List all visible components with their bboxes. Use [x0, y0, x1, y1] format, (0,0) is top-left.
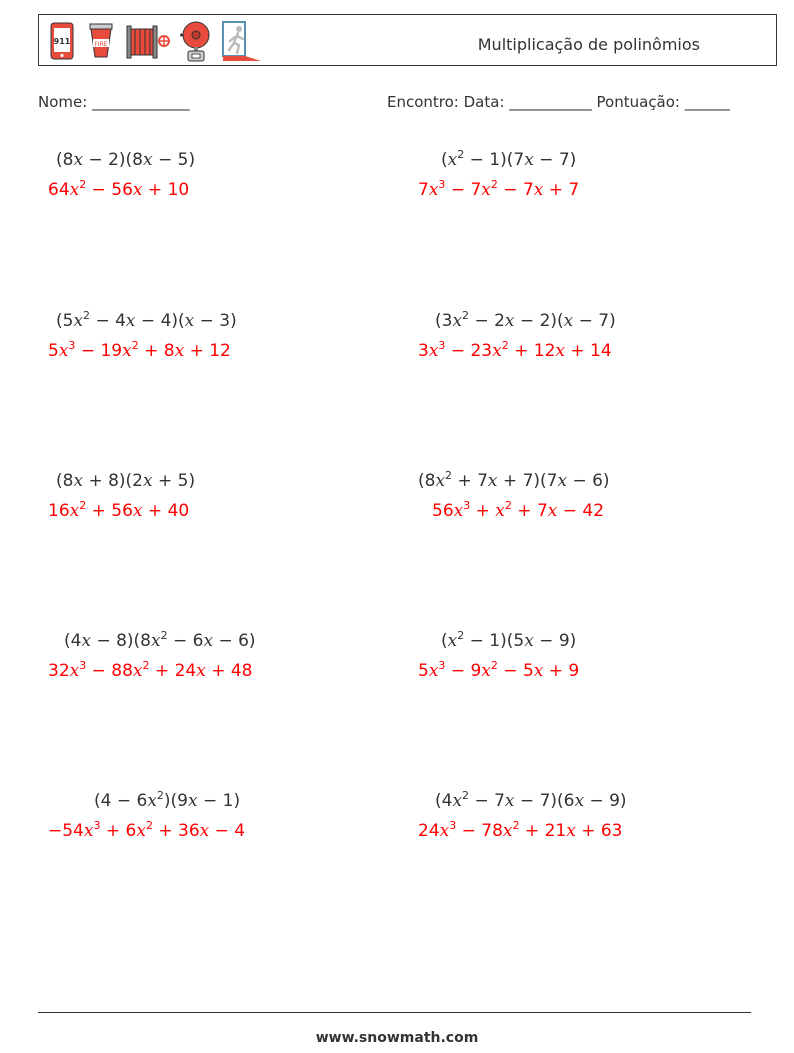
problem-answer: $64x^2 - 56x + 10$: [48, 178, 190, 200]
problem-answer: $5x^3 - 19x^2 + 8x + 12$: [48, 339, 231, 361]
problem-answer: $5x^3 - 9x^2 - 5x + 9$: [418, 659, 580, 681]
problem-expression: $(4x - 8)(8x^2 - 6x - 6)$: [64, 629, 256, 651]
problem-expression: $(4 - 6x^2)(9x - 1)$: [94, 789, 241, 811]
problem-answer: $-54x^3 + 6x^2 + 36x - 4$: [48, 819, 246, 841]
bucket-label: FIRE: [94, 41, 108, 48]
problem-answer: $32x^3 - 88x^2 + 24x + 48$: [48, 659, 253, 681]
emergency-exit-icon: [221, 20, 265, 62]
phone-label: 911: [53, 37, 71, 46]
problem-expression: (8x − 2)(8x − 5): [56, 150, 196, 170]
problem-expression: $(8x^2 + 7x + 7)(7x - 6)$: [418, 469, 610, 491]
problem-answer: $24x^3 - 78x^2 + 21x + 63$: [418, 819, 623, 841]
fire-alarm-bell-icon: [179, 20, 213, 62]
footer-divider: [38, 1012, 751, 1013]
problem-answer: $16x^2 + 56x + 40$: [48, 499, 190, 521]
problem-expression: $(x^2 - 1)(5x - 9)$: [441, 629, 577, 651]
worksheet-header: [38, 14, 777, 66]
problem-expression: $(3x^2 - 2x - 2)(x - 7)$: [435, 309, 616, 331]
fire-hose-reel-icon: [125, 21, 171, 61]
footer-url: www.snowmath.com: [315, 1030, 479, 1046]
problem-expression: $(x^2 - 1)(7x - 7)$: [441, 148, 577, 170]
problem-answer: $56x^3 + x^2 + 7x - 42$: [432, 499, 605, 521]
fire-bucket-icon: [85, 21, 117, 61]
problem-expression: $(4x^2 - 7x - 7)(6x - 9)$: [435, 789, 627, 811]
name-field: Nome: _____________: [38, 93, 190, 111]
date-score-field: Encontro: Data: ___________ Pontuação: ______: [387, 93, 730, 111]
problem-answer: $7x^3 - 7x^2 - 7x + 7$: [418, 178, 580, 200]
problem-answer: $3x^3 - 23x^2 + 12x + 14$: [418, 339, 612, 361]
header-icons: [47, 20, 265, 62]
problem-expression: (8x + 8)(2x + 5): [56, 471, 196, 491]
phone-911-icon: [47, 21, 77, 61]
problem-expression: $(5x^2 - 4x - 4)(x - 3)$: [56, 309, 237, 331]
worksheet-title: Multiplicação de polinômios: [477, 35, 700, 54]
